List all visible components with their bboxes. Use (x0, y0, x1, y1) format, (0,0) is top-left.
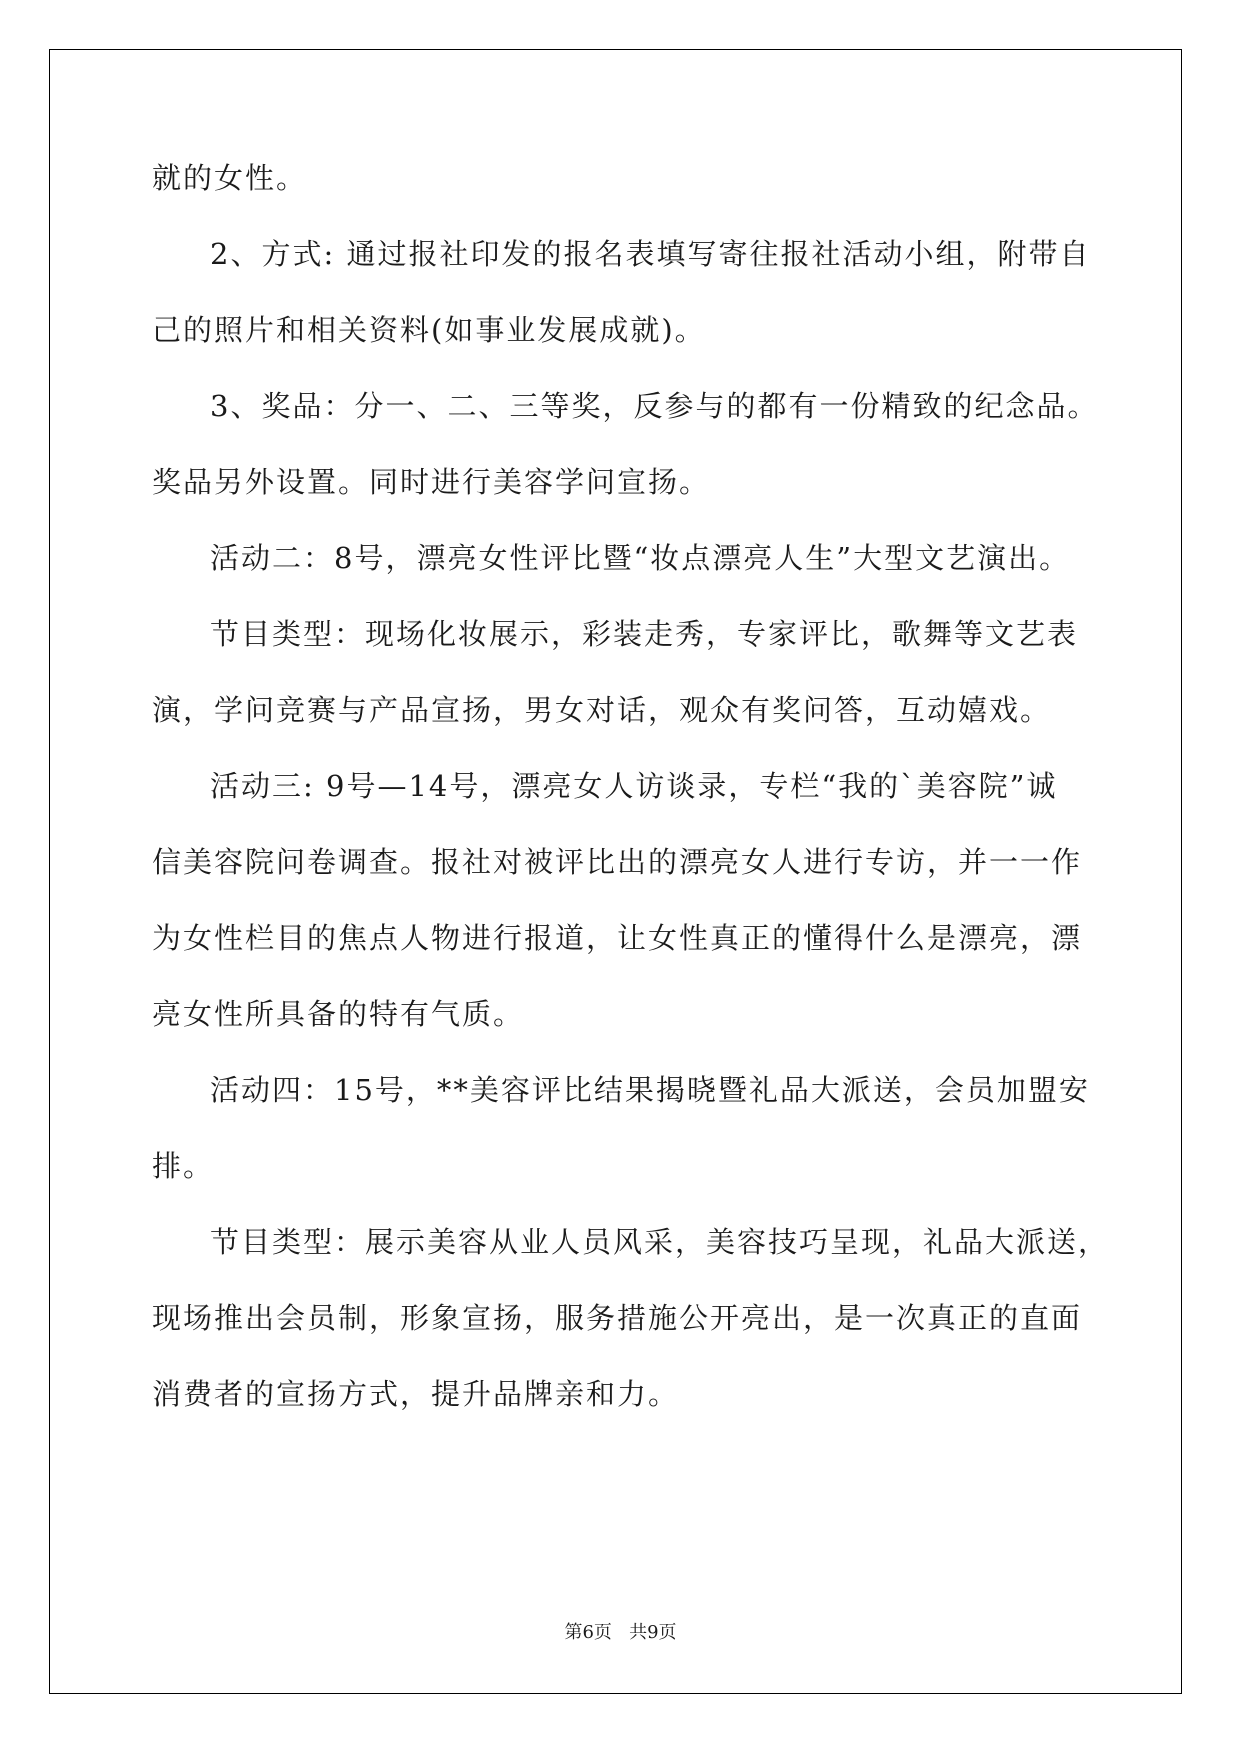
text-line: 为女性栏目的焦点人物进行报道，让女性真正的懂得什么是漂亮，漂 (152, 921, 1083, 955)
text-line: 活动三: 9号—14号，漂亮女人访谈录，专栏“我的`美容院”诚 (210, 769, 1058, 803)
text-line: 就的女性。 (152, 161, 308, 195)
page-number: 第6页 共9页 (564, 1622, 677, 1643)
text-line: 演，学问竞赛与产品宣扬，男女对话，观众有奖问答，互动嬉戏。 (152, 693, 1052, 727)
text-line: 现场推出会员制，形象宣扬，服务措施公开亮出，是一次真正的直面 (152, 1301, 1083, 1335)
text-line: 2、方式: 通过报社印发的报名表填写寄往报社活动小组，附带自 (210, 237, 1091, 271)
text-line: 信美容院问卷调查。报社对被评比出的漂亮女人进行专访，并一一作 (152, 845, 1083, 879)
text-line: 3、奖品：分一、二、三等奖，反参与的都有一份精致的纪念品。 (210, 389, 1099, 423)
text-line: 节目类型：展示美容从业人员风采，美容技巧呈现，礼品大派送， (210, 1225, 1110, 1259)
text-line: 活动四：15号，**美容评比结果揭晓暨礼品大派送，会员加盟安 (210, 1073, 1090, 1107)
text-line: 消费者的宣扬方式，提升品牌亲和力。 (152, 1377, 680, 1411)
text-line: 活动二：8号，漂亮女性评比暨“妆点漂亮人生”大型文艺演出。 (210, 541, 1071, 575)
text-line: 排。 (152, 1149, 215, 1183)
text-line: 亮女性所具备的特有气质。 (152, 997, 525, 1031)
text-line: 奖品另外设置。同时进行美容学问宣扬。 (152, 465, 711, 499)
text-line: 己的照片和相关资料(如事业发展成就)。 (152, 313, 706, 347)
text-line: 节目类型：现场化妆展示，彩装走秀，专家评比，歌舞等文艺表 (210, 617, 1079, 651)
